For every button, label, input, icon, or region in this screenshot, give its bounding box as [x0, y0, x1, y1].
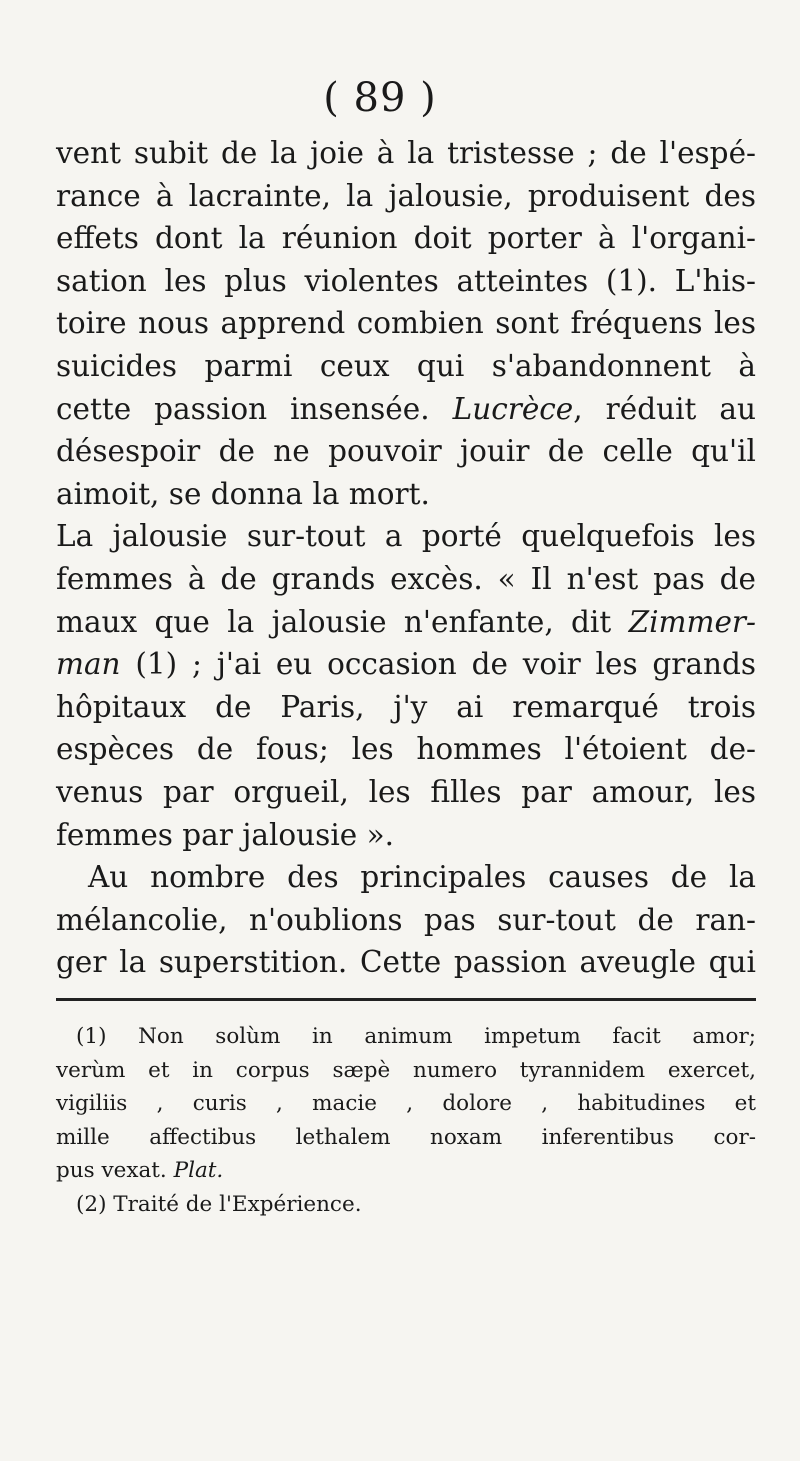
footnote-text-run: pus vexat.: [56, 1158, 167, 1183]
body-line: espèces de fous; les hommes l'étoient de-: [56, 732, 756, 767]
body-text-run: (1) ; j'ai eu occasion de voir les grands: [135, 647, 756, 682]
body-line: toire nous apprend combien sont fréquens les: [56, 306, 756, 341]
body-line: femmes à de grands excès. « Il n'est pas de: [56, 561, 756, 596]
body-line: mélancolie, n'oublions pas sur-tout de ran-: [56, 902, 756, 937]
body-line-zimmer: [56, 601, 756, 644]
body-line: aimoit, se donna la mort.: [56, 476, 430, 511]
body-line-man: [56, 643, 756, 686]
body-line: rance à lacrainte, la jalousie, produisent des: [56, 178, 756, 213]
body-line-lucrece: [56, 388, 756, 431]
footnote-line: mille affectibus lethalem noxam inferentibus cor-: [56, 1124, 756, 1150]
page-number: ( 89 ): [323, 75, 437, 121]
body-line: sation les plus violentes atteintes (1). L'his-: [56, 263, 756, 298]
footnote-line-plat: [56, 1154, 756, 1188]
footnote-line: vigiliis , curis , macie , dolore , habitudines et: [56, 1091, 756, 1116]
body-line: venus par orgueil, les filles par amour, les: [56, 774, 756, 809]
body-line: ger la superstition. Cette passion aveugle qui: [56, 945, 756, 980]
footnote-line: (2) Traité de l'Expérience.: [76, 1191, 362, 1217]
body-text-run: maux que la jalousie n'enfante, dit: [56, 604, 612, 639]
body-text-run: , réduit au: [573, 391, 756, 426]
footnotes: [56, 1020, 756, 1221]
footnote-divider: [56, 998, 756, 1001]
plato-citation: Plat.: [173, 1158, 224, 1183]
body-line: Au nombre des principales causes de la: [88, 860, 756, 895]
body-line: vent subit de la joie à la tristesse ; de l'espé-: [56, 136, 756, 170]
body-line: suicides parmi ceux qui s'abandonnent à: [56, 348, 756, 383]
footnote-line: verùm et in corpus sæpè numero tyrannidem exercet,: [56, 1057, 756, 1083]
body-line: effets dont la réunion doit porter à l'organi-: [56, 221, 756, 256]
body-line: désespoir de ne pouvoir jouir de celle qu'il: [56, 434, 756, 469]
body-line: femmes par jalousie ».: [56, 817, 395, 852]
zimmerman-name-part2: man: [56, 647, 121, 682]
footnote-line: (1) Non solùm in animum impetum facit amor;: [76, 1024, 756, 1049]
zimmerman-name-part1: Zimmer-: [628, 604, 756, 639]
lucrece-name: Lucrèce: [452, 391, 574, 426]
body-line: La jalousie sur-tout a porté quelquefois les: [56, 519, 756, 554]
body-text: [56, 132, 756, 984]
body-text-run: cette passion insensée.: [56, 391, 430, 426]
body-line: hôpitaux de Paris, j'y ai remarqué trois: [56, 689, 756, 724]
